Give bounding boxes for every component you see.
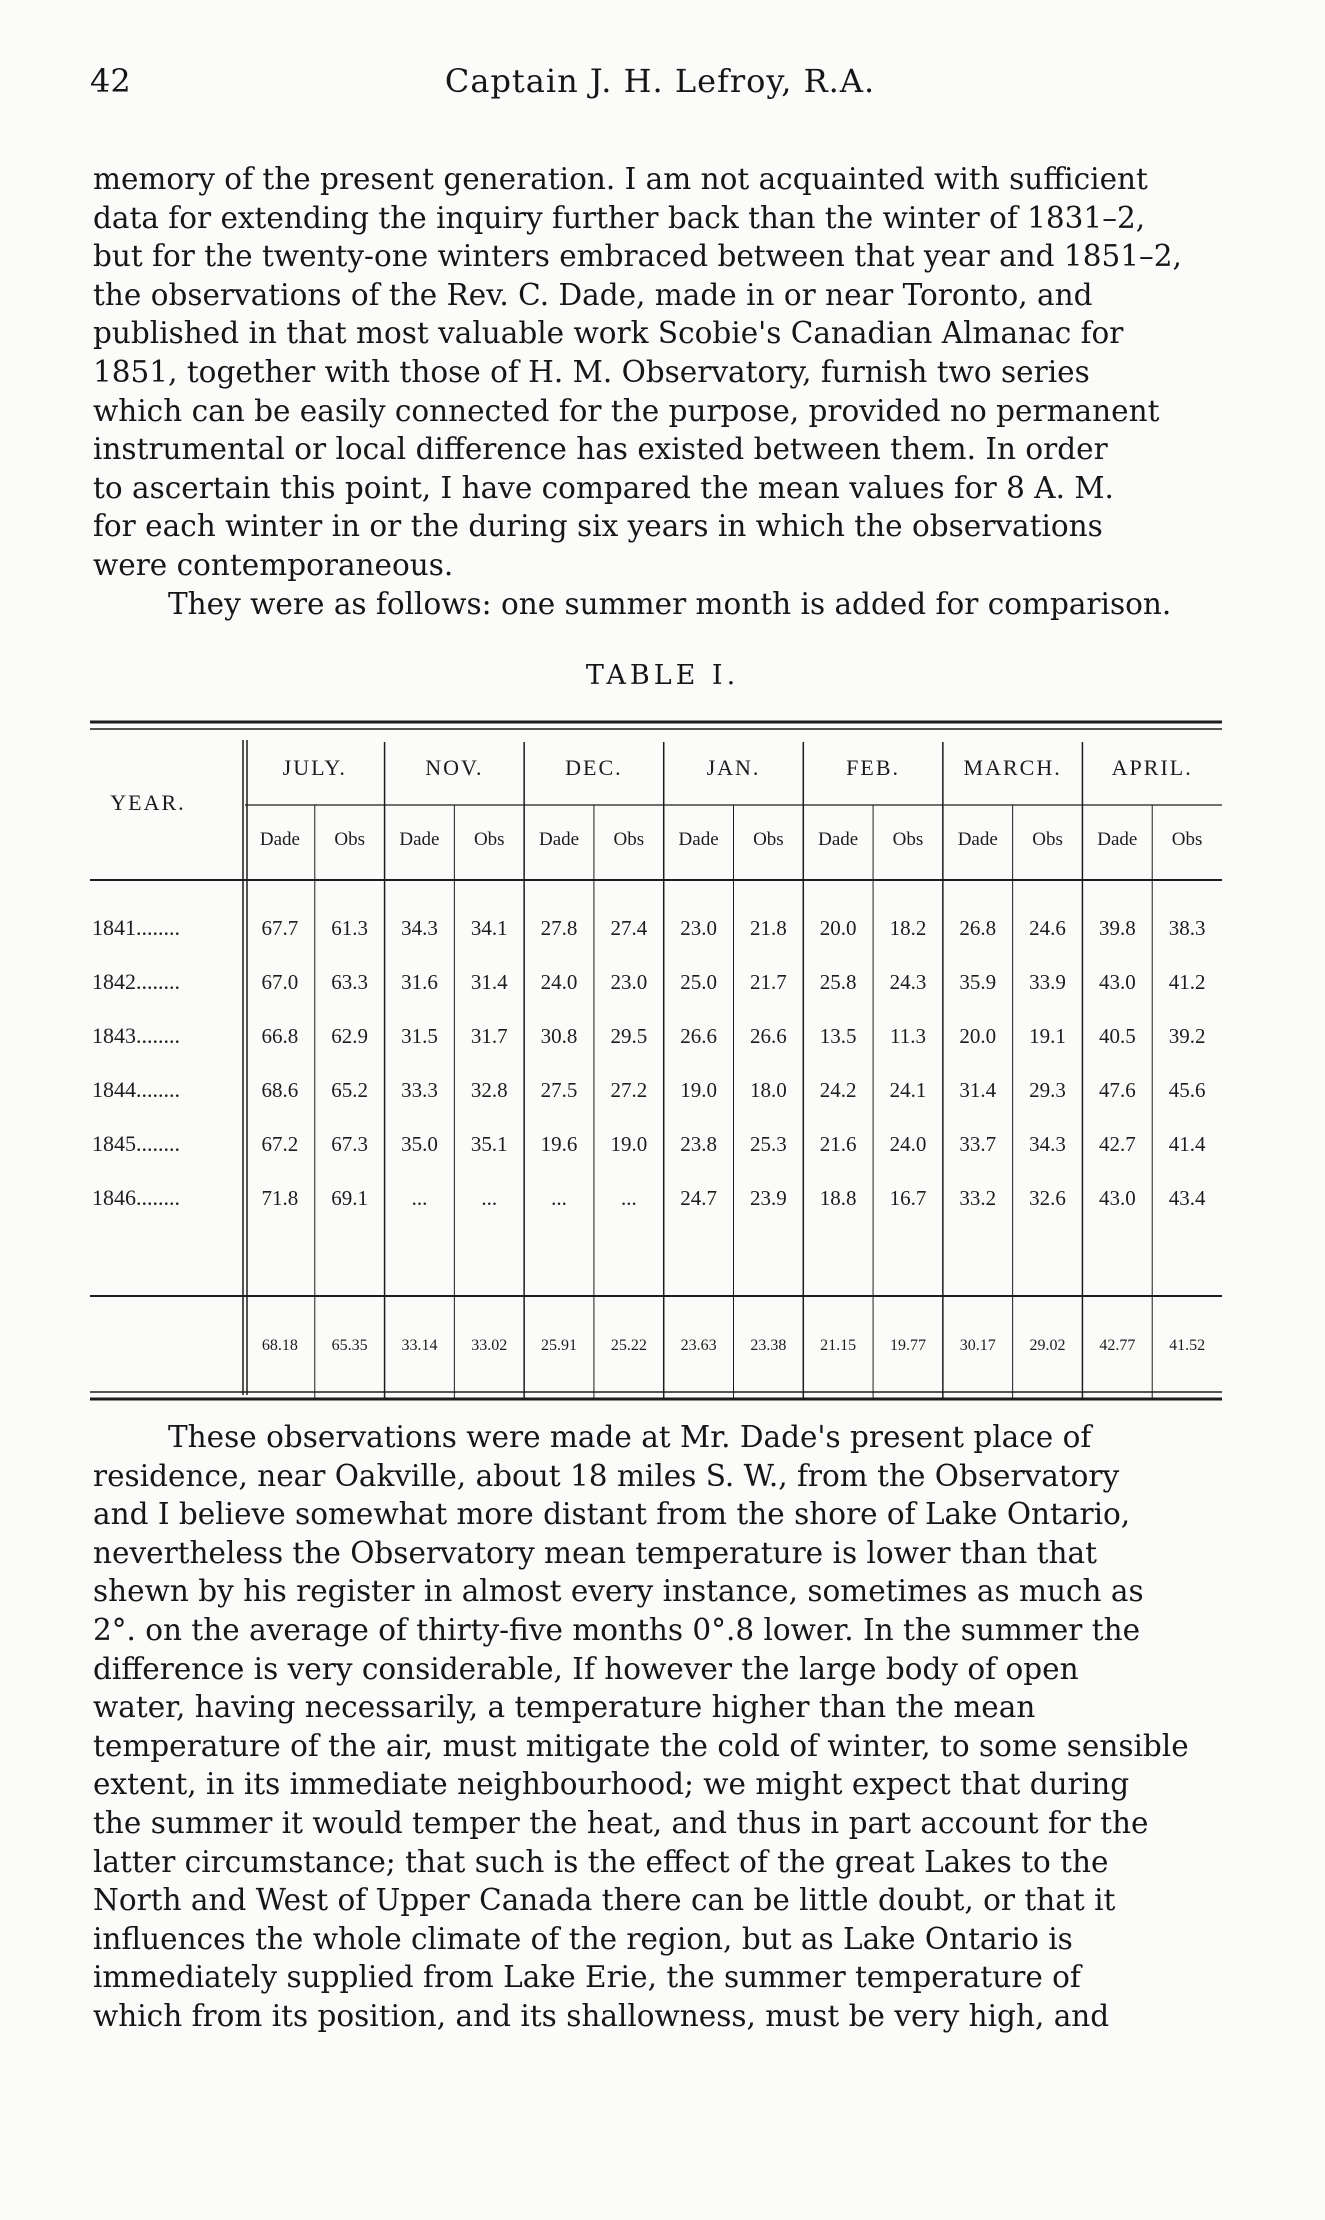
table-cell: 67.2 <box>261 1132 299 1156</box>
table-cell: 16.7 <box>889 1186 927 1210</box>
text-line: residence, near Oakville, about 18 miles S. W., from the Observatory <box>93 1458 1120 1493</box>
table-cell: 24.2 <box>819 1078 857 1102</box>
text-line: and I believe somewhat more distant from the shore of Lake Ontario, <box>93 1497 1131 1532</box>
text-line: 2°. on the average of thirty-five months 0°.8 lower. In the summer the <box>93 1612 1141 1647</box>
table-cell: ... <box>411 1186 428 1210</box>
table-cell: 18.8 <box>819 1186 857 1210</box>
table-cell: 20.0 <box>959 1024 997 1048</box>
table-cell: 38.3 <box>1168 916 1206 940</box>
table-cell: 33.9 <box>1029 970 1066 994</box>
table-cell: 66.8 <box>261 1024 299 1048</box>
mean-cell: 65.35 <box>331 1337 368 1354</box>
table-cell: 31.4 <box>959 1078 997 1102</box>
text-line: which can be easily connected for the purpose, provided no permanent <box>93 393 1160 428</box>
text-line: for each winter in or the during six years in which the observations <box>93 509 1103 544</box>
table-cell: 71.8 <box>261 1186 299 1210</box>
table-cell: 25.0 <box>680 970 717 994</box>
month-header: MARCH. <box>963 755 1062 780</box>
table-title: TABLE I. <box>585 660 740 691</box>
mean-cell: 29.02 <box>1029 1337 1066 1354</box>
text-line: difference is very considerable, If however the large body of open <box>93 1651 1079 1686</box>
table-cell: 21.6 <box>819 1132 857 1156</box>
sub-header: Obs <box>334 829 365 850</box>
table-cell: 40.5 <box>1098 1024 1136 1048</box>
month-header: APRIL. <box>1111 755 1193 780</box>
sub-header: Dade <box>1097 829 1138 850</box>
text-line: nevertheless the Observatory mean temperature is lower than that <box>93 1535 1097 1570</box>
text-line: extent, in its immediate neighbourhood; we might expect that during <box>93 1767 1130 1802</box>
table-cell: 23.8 <box>680 1132 717 1156</box>
table-cell: 29.5 <box>610 1024 648 1048</box>
table-cell: 65.2 <box>331 1078 369 1102</box>
table-cell: 43.0 <box>1098 970 1136 994</box>
table-cell: 33.2 <box>959 1186 997 1210</box>
table-cell: 69.1 <box>331 1186 369 1210</box>
table-cell: 25.8 <box>819 970 857 994</box>
table-cell: 47.6 <box>1098 1078 1136 1102</box>
row-year: 1846........ <box>92 1185 180 1210</box>
table-cell: 19.6 <box>540 1132 578 1156</box>
running-head: Captain J. H. Lefroy, R.A. <box>444 62 876 100</box>
sub-header: Obs <box>613 829 645 850</box>
text-line: memory of the present generation. I am not acquainted with sufficient <box>93 162 1148 196</box>
text-line: These observations were made at Mr. Dade's present place of <box>168 1420 1092 1454</box>
table-cell: 27.2 <box>610 1078 648 1102</box>
mean-cell: 41.52 <box>1169 1337 1206 1354</box>
text-line: They were as follows: one summer month is added for comparison. <box>168 586 1172 621</box>
table-cell: 27.8 <box>540 916 578 940</box>
table-cell: 32.8 <box>470 1078 508 1102</box>
mean-cell: 30.17 <box>959 1337 996 1354</box>
table-cell: 68.6 <box>261 1078 299 1102</box>
sub-header: Obs <box>892 829 924 850</box>
mean-cell: 25.91 <box>541 1337 578 1354</box>
mean-cell: 19.77 <box>889 1337 926 1354</box>
text-line: immediately supplied from Lake Erie, the summer temperature of <box>93 1960 1081 1995</box>
mean-cell: 68.18 <box>261 1337 298 1354</box>
row-year: 1845........ <box>92 1131 180 1156</box>
table-cell: 24.0 <box>889 1132 927 1156</box>
table-cell: 62.9 <box>331 1024 369 1048</box>
table-cell: 21.8 <box>750 916 787 940</box>
table-cell: 34.1 <box>470 916 508 940</box>
table-cell: 39.8 <box>1098 916 1136 940</box>
table-cell: 39.2 <box>1168 1024 1206 1048</box>
text-line: which from its position, and its shallowness, must be very high, and <box>93 1998 1110 2033</box>
table-cell: 45.6 <box>1168 1078 1206 1102</box>
text-line: latter circumstance; that such is the effect of the great Lakes to the <box>93 1844 1109 1879</box>
table-cell: 19.1 <box>1029 1024 1066 1048</box>
text-line: data for extending the inquiry further back than the winter of 1831–2, <box>93 200 1146 235</box>
table-cell: 13.5 <box>819 1024 857 1048</box>
sub-header: Dade <box>678 829 719 850</box>
table-cell: 67.7 <box>261 916 299 940</box>
text-line: but for the twenty-one winters embraced between that year and 1851–2, <box>93 239 1182 274</box>
month-header: FEB. <box>846 755 901 780</box>
text-line: North and West of Upper Canada there can be little doubt, or that it <box>93 1883 1116 1918</box>
table-cell: ... <box>481 1186 498 1210</box>
text-line: published in that most valuable work Scobie's Canadian Almanac for <box>93 316 1124 351</box>
table-cell: 35.9 <box>959 970 997 994</box>
table-cell: 63.3 <box>331 970 369 994</box>
table-cell: 35.1 <box>470 1132 508 1156</box>
sub-header: Dade <box>957 829 998 850</box>
text-line: temperature of the air, must mitigate the cold of winter, to some sensible <box>93 1728 1189 1763</box>
table-cell: 32.6 <box>1029 1186 1066 1210</box>
mean-cell: 23.63 <box>680 1337 717 1354</box>
text-line: to ascertain this point, I have compared the mean values for 8 A. M. <box>93 470 1114 505</box>
paragraph-2 <box>93 1418 1218 2036</box>
table-cell: 34.3 <box>1029 1132 1066 1156</box>
table-cell: 67.3 <box>331 1132 369 1156</box>
table-cell: 26.6 <box>680 1024 717 1048</box>
text-line: instrumental or local difference has existed between them. In order <box>93 432 1108 467</box>
table-cell: 27.4 <box>610 916 648 940</box>
table-cell: 33.7 <box>959 1132 997 1156</box>
table-cell: 41.4 <box>1168 1132 1206 1156</box>
table-cell: 43.0 <box>1098 1186 1136 1210</box>
table-cell: 31.6 <box>401 970 438 994</box>
sub-header: Dade <box>259 829 300 850</box>
table-cell: 31.4 <box>470 970 508 994</box>
table-cell: 24.1 <box>889 1078 927 1102</box>
table-cell: 19.0 <box>610 1132 648 1156</box>
table-cell: 42.7 <box>1098 1132 1136 1156</box>
row-year: 1841........ <box>92 915 180 940</box>
table-cell: 43.4 <box>1168 1186 1206 1210</box>
sub-header: Obs <box>753 829 784 850</box>
sub-header: Dade <box>818 829 859 850</box>
table-cell: 35.0 <box>401 1132 438 1156</box>
month-header: NOV. <box>425 755 484 780</box>
sub-header: Obs <box>473 829 505 850</box>
table-cell: 33.3 <box>401 1078 438 1102</box>
table-cell: 34.3 <box>401 916 438 940</box>
table-cell: 24.7 <box>680 1186 717 1210</box>
table-cell: 29.3 <box>1029 1078 1066 1102</box>
table-cell: 20.0 <box>819 916 857 940</box>
month-header: JULY. <box>282 755 347 780</box>
month-header: JAN. <box>706 755 761 780</box>
table-cell: 23.0 <box>610 970 648 994</box>
sub-header: Dade <box>399 829 440 850</box>
table-cell: 23.0 <box>680 916 717 940</box>
month-header: DEC. <box>565 755 623 780</box>
table-cell: 24.3 <box>889 970 927 994</box>
mean-cell: 33.02 <box>471 1337 508 1354</box>
table-cell: 24.0 <box>540 970 578 994</box>
table-cell: 30.8 <box>540 1024 578 1048</box>
row-year: 1843........ <box>92 1023 180 1048</box>
mean-cell: 25.22 <box>610 1337 647 1354</box>
table-cell: 19.0 <box>680 1078 717 1102</box>
table-cell: 24.6 <box>1029 916 1066 940</box>
mean-cell: 33.14 <box>401 1337 438 1354</box>
text-line: were contemporaneous. <box>93 547 454 582</box>
table-cell: 26.8 <box>959 916 997 940</box>
table-cell: 31.5 <box>401 1024 438 1048</box>
sub-header: Obs <box>1032 829 1063 850</box>
text-line: water, having necessarily, a temperature higher than the mean <box>93 1690 1036 1725</box>
table-cell: ... <box>620 1186 637 1210</box>
table-cell: ... <box>551 1186 567 1210</box>
table-cell: 41.2 <box>1168 970 1206 994</box>
page-number: 42 <box>90 62 131 100</box>
table-cell: 21.7 <box>750 970 787 994</box>
text-line: 1851, together with those of H. M. Observatory, furnish two series <box>93 354 1090 389</box>
table-cell: 25.3 <box>750 1132 787 1156</box>
table-cell: 31.7 <box>470 1024 508 1048</box>
table-cell: 26.6 <box>750 1024 787 1048</box>
mean-cell: 21.15 <box>820 1337 857 1354</box>
table-cell: 18.0 <box>750 1078 787 1102</box>
mean-cell: 23.38 <box>750 1337 787 1354</box>
table-cell: 18.2 <box>889 916 927 940</box>
row-year: 1842........ <box>92 969 180 994</box>
text-line: shewn by his register in almost every instance, sometimes as much as <box>93 1574 1144 1609</box>
row-year: 1844........ <box>92 1077 180 1102</box>
text-line: the summer it would temper the heat, and thus in part account for the <box>93 1805 1149 1840</box>
table-cell: 23.9 <box>750 1186 787 1210</box>
sub-header: Dade <box>538 829 580 850</box>
table-cell: 61.3 <box>331 916 369 940</box>
mean-cell: 42.77 <box>1099 1337 1136 1354</box>
table-cell: 27.5 <box>540 1078 578 1102</box>
year-header: YEAR. <box>110 790 186 815</box>
text-line: the observations of the Rev. C. Dade, made in or near Toronto, and <box>93 277 1093 312</box>
table-cell: 11.3 <box>889 1024 926 1048</box>
table-cell: 67.0 <box>261 970 299 994</box>
sub-header: Obs <box>1171 829 1203 850</box>
text-line: influences the whole climate of the region, but as Lake Ontario is <box>93 1921 1073 1956</box>
